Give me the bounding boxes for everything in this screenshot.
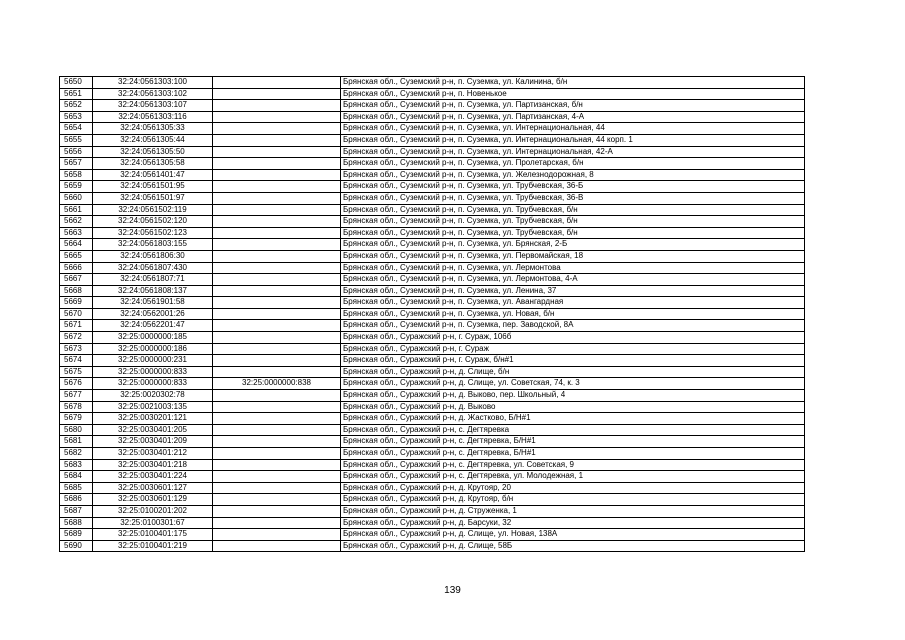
cadastral-number-cell: 32:24:0561305:58 (93, 158, 213, 170)
address-cell: Брянская обл., Суражский р-н, д. Выково, пер. Школьный, 4 (341, 390, 805, 402)
previous-number-cell (213, 390, 341, 402)
row-number-cell: 5680 (60, 424, 93, 436)
address-cell: Брянская обл., Суражский р-н, д. Крутояр, б/н (341, 494, 805, 506)
table-row (60, 482, 805, 494)
cadastral-number-cell: 32:25:0030401:224 (93, 471, 213, 483)
table-body (60, 77, 805, 552)
previous-number-cell: 32:25:0000000:838 (213, 378, 341, 390)
row-number-cell: 5682 (60, 448, 93, 460)
previous-number-cell (213, 227, 341, 239)
row-number-cell: 5688 (60, 517, 93, 529)
table-row (60, 332, 805, 344)
cadastral-number-cell: 32:24:0561807:430 (93, 262, 213, 274)
row-number-cell: 5663 (60, 227, 93, 239)
previous-number-cell (213, 123, 341, 135)
address-cell: Брянская обл., Суземский р-н, п. Суземка, ул. Интернациональная, 42-А (341, 146, 805, 158)
row-number-cell: 5652 (60, 100, 93, 112)
address-cell: Брянская обл., Суземский р-н, п. Суземка, ул. Пролетарская, б/н (341, 158, 805, 170)
previous-number-cell (213, 494, 341, 506)
cadastral-number-cell: 32:24:0561803:155 (93, 239, 213, 251)
row-number-cell: 5666 (60, 262, 93, 274)
cadastral-number-cell: 32:24:0561305:33 (93, 123, 213, 135)
row-number-cell: 5677 (60, 390, 93, 402)
table-row (60, 424, 805, 436)
row-number-cell: 5673 (60, 343, 93, 355)
row-number-cell: 5675 (60, 366, 93, 378)
address-cell: Брянская обл., Суземский р-н, п. Суземка, ул. Трубчевская, б/н (341, 216, 805, 228)
address-cell: Брянская обл., Суземский р-н, п. Суземка, ул. Трубчевская, 36-В (341, 192, 805, 204)
address-cell: Брянская обл., Суземский р-н, п. Суземка, ул. Новая, б/н (341, 308, 805, 320)
address-cell: Брянская обл., Суражский р-н, д. Струженка, 1 (341, 505, 805, 517)
table-row (60, 378, 805, 390)
previous-number-cell (213, 529, 341, 541)
previous-number-cell (213, 343, 341, 355)
row-number-cell: 5687 (60, 505, 93, 517)
previous-number-cell (213, 88, 341, 100)
cadastral-number-cell: 32:25:0000000:231 (93, 355, 213, 367)
table-row (60, 239, 805, 251)
cadastral-number-cell: 32:24:0561303:116 (93, 111, 213, 123)
address-cell: Брянская обл., Суземский р-н, п. Суземка, ул. Интернациональная, 44 корп. 1 (341, 134, 805, 146)
cadastral-number-cell: 32:24:0561401:47 (93, 169, 213, 181)
row-number-cell: 5650 (60, 77, 93, 89)
table-row (60, 390, 805, 402)
previous-number-cell (213, 146, 341, 158)
previous-number-cell (213, 401, 341, 413)
row-number-cell: 5674 (60, 355, 93, 367)
row-number-cell: 5685 (60, 482, 93, 494)
previous-number-cell (213, 239, 341, 251)
previous-number-cell (213, 250, 341, 262)
page-number: 139 (444, 585, 461, 596)
row-number-cell: 5664 (60, 239, 93, 251)
table-row (60, 459, 805, 471)
table-row (60, 517, 805, 529)
address-cell: Брянская обл., Суражский р-н, г. Сураж, 106б (341, 332, 805, 344)
address-cell: Брянская обл., Суражский р-н, с. Дегтяревка (341, 424, 805, 436)
row-number-cell: 5672 (60, 332, 93, 344)
table-row (60, 471, 805, 483)
table-row (60, 529, 805, 541)
table-row (60, 77, 805, 89)
address-cell: Брянская обл., Суземский р-н, п. Суземка, ул. Трубчевская, б/н (341, 227, 805, 239)
row-number-cell: 5662 (60, 216, 93, 228)
table-row (60, 355, 805, 367)
cadastral-number-cell: 32:25:0000000:833 (93, 366, 213, 378)
previous-number-cell (213, 540, 341, 552)
previous-number-cell (213, 181, 341, 193)
cadastral-number-cell: 32:24:0562001:26 (93, 308, 213, 320)
address-cell: Брянская обл., Суземский р-н, п. Суземка, ул. Лермонтова (341, 262, 805, 274)
address-cell: Брянская обл., Суземский р-н, п. Суземка, ул. Калинина, б/н (341, 77, 805, 89)
previous-number-cell (213, 204, 341, 216)
cadastral-number-cell: 32:25:0021003:135 (93, 401, 213, 413)
table-row (60, 262, 805, 274)
row-number-cell: 5654 (60, 123, 93, 135)
previous-number-cell (213, 192, 341, 204)
table-row (60, 366, 805, 378)
table-row (60, 413, 805, 425)
previous-number-cell (213, 169, 341, 181)
previous-number-cell (213, 158, 341, 170)
row-number-cell: 5667 (60, 274, 93, 286)
cadastral-number-cell: 32:25:0030401:209 (93, 436, 213, 448)
address-cell: Брянская обл., Суражский р-н, д. Барсуки, 32 (341, 517, 805, 529)
table-row (60, 505, 805, 517)
cadastral-number-cell: 32:24:0561806:30 (93, 250, 213, 262)
cadastral-number-cell: 32:25:0030601:127 (93, 482, 213, 494)
table-row (60, 146, 805, 158)
cadastral-number-cell: 32:24:0561305:50 (93, 146, 213, 158)
table-row (60, 320, 805, 332)
table-row (60, 274, 805, 286)
table-row (60, 169, 805, 181)
address-cell: Брянская обл., Суземский р-н, п. Суземка, ул. Первомайская, 18 (341, 250, 805, 262)
register-table (59, 76, 805, 552)
address-cell: Брянская обл., Суражский р-н, д. Жастково, Б/Н#1 (341, 413, 805, 425)
previous-number-cell (213, 274, 341, 286)
row-number-cell: 5670 (60, 308, 93, 320)
cadastral-number-cell: 32:24:0561502:123 (93, 227, 213, 239)
table-row (60, 285, 805, 297)
cadastral-number-cell: 32:24:0561502:119 (93, 204, 213, 216)
row-number-cell: 5684 (60, 471, 93, 483)
row-number-cell: 5655 (60, 134, 93, 146)
table-row (60, 192, 805, 204)
previous-number-cell (213, 471, 341, 483)
row-number-cell: 5653 (60, 111, 93, 123)
row-number-cell: 5669 (60, 297, 93, 309)
cadastral-number-cell: 32:25:0100401:219 (93, 540, 213, 552)
previous-number-cell (213, 482, 341, 494)
row-number-cell: 5681 (60, 436, 93, 448)
address-cell: Брянская обл., Суражский р-н, г. Сураж, б/н#1 (341, 355, 805, 367)
previous-number-cell (213, 448, 341, 460)
cadastral-number-cell: 32:24:0561303:100 (93, 77, 213, 89)
table-row (60, 448, 805, 460)
address-cell: Брянская обл., Суземский р-н, п. Суземка, ул. Брянская, 2-Б (341, 239, 805, 251)
row-number-cell: 5668 (60, 285, 93, 297)
table-row (60, 540, 805, 552)
previous-number-cell (213, 262, 341, 274)
address-cell: Брянская обл., Суражский р-н, д. Крутояр, 20 (341, 482, 805, 494)
previous-number-cell (213, 134, 341, 146)
previous-number-cell (213, 436, 341, 448)
address-cell: Брянская обл., Суземский р-н, п. Суземка, ул. Ленина, 37 (341, 285, 805, 297)
cadastral-number-cell: 32:25:0100401:175 (93, 529, 213, 541)
cadastral-number-cell: 32:24:0562201:47 (93, 320, 213, 332)
row-number-cell: 5678 (60, 401, 93, 413)
address-cell: Брянская обл., Суземский р-н, п. Суземка, ул. Авангардная (341, 297, 805, 309)
cadastral-number-cell: 32:24:0561303:107 (93, 100, 213, 112)
address-cell: Брянская обл., Суражский р-н, с. Дегтяревка, Б/Н#1 (341, 436, 805, 448)
row-number-cell: 5665 (60, 250, 93, 262)
row-number-cell: 5671 (60, 320, 93, 332)
row-number-cell: 5651 (60, 88, 93, 100)
previous-number-cell (213, 424, 341, 436)
address-cell: Брянская обл., Суземский р-н, п. Суземка, ул. Лермонтова, 4-А (341, 274, 805, 286)
table-row (60, 308, 805, 320)
row-number-cell: 5657 (60, 158, 93, 170)
previous-number-cell (213, 297, 341, 309)
address-cell: Брянская обл., Суражский р-н, г. Сураж (341, 343, 805, 355)
cadastral-number-cell: 32:24:0561501:95 (93, 181, 213, 193)
cadastral-number-cell: 32:24:0561808:137 (93, 285, 213, 297)
table-row (60, 436, 805, 448)
table-row (60, 494, 805, 506)
previous-number-cell (213, 308, 341, 320)
table-row (60, 227, 805, 239)
address-cell: Брянская обл., Суземский р-н, п. Суземка, пер. Заводской, 8А (341, 320, 805, 332)
table-row (60, 250, 805, 262)
previous-number-cell (213, 366, 341, 378)
cadastral-number-cell: 32:25:0100201:202 (93, 505, 213, 517)
address-cell: Брянская обл., Суземский р-н, п. Суземка, ул. Трубчевская, 36-Б (341, 181, 805, 193)
address-cell: Брянская обл., Суражский р-н, д. Слище, 58Б (341, 540, 805, 552)
previous-number-cell (213, 285, 341, 297)
table-row (60, 297, 805, 309)
row-number-cell: 5661 (60, 204, 93, 216)
address-cell: Брянская обл., Суземский р-н, п. Суземка, ул. Трубчевская, б/н (341, 204, 805, 216)
cadastral-number-cell: 32:25:0030601:129 (93, 494, 213, 506)
cadastral-number-cell: 32:24:0561502:120 (93, 216, 213, 228)
cadastral-number-cell: 32:25:0030401:218 (93, 459, 213, 471)
address-cell: Брянская обл., Суражский р-н, д. Слище, ул. Новая, 138А (341, 529, 805, 541)
previous-number-cell (213, 355, 341, 367)
previous-number-cell (213, 77, 341, 89)
address-cell: Брянская обл., Суражский р-н, с. Дегтяревка, ул. Советская, 9 (341, 459, 805, 471)
address-cell: Брянская обл., Суражский р-н, д. Слище, ул. Советская, 74, к. 3 (341, 378, 805, 390)
address-cell: Брянская обл., Суземский р-н, п. Суземка, ул. Железнодорожная, 8 (341, 169, 805, 181)
previous-number-cell (213, 100, 341, 112)
address-cell: Брянская обл., Суражский р-н, д. Выково (341, 401, 805, 413)
previous-number-cell (213, 320, 341, 332)
address-cell: Брянская обл., Суражский р-н, с. Дегтяревка, Б/Н#1 (341, 448, 805, 460)
address-cell: Брянская обл., Суземский р-н, п. Суземка, ул. Партизанская, 4-А (341, 111, 805, 123)
address-cell: Брянская обл., Суземский р-н, п. Суземка, ул. Партизанская, б/н (341, 100, 805, 112)
table-row (60, 100, 805, 112)
row-number-cell: 5676 (60, 378, 93, 390)
cadastral-number-cell: 32:25:0000000:833 (93, 378, 213, 390)
cadastral-number-cell: 32:25:0030201:121 (93, 413, 213, 425)
address-cell: Брянская обл., Суражский р-н, д. Слище, б/н (341, 366, 805, 378)
row-number-cell: 5660 (60, 192, 93, 204)
previous-number-cell (213, 413, 341, 425)
row-number-cell: 5659 (60, 181, 93, 193)
cadastral-number-cell: 32:25:0030401:205 (93, 424, 213, 436)
row-number-cell: 5690 (60, 540, 93, 552)
previous-number-cell (213, 216, 341, 228)
table-row (60, 181, 805, 193)
table-row (60, 401, 805, 413)
cadastral-number-cell: 32:25:0020302:78 (93, 390, 213, 402)
address-cell: Брянская обл., Суражский р-н, с. Дегтяревка, ул. Молодежная, 1 (341, 471, 805, 483)
cadastral-number-cell: 32:25:0030401:212 (93, 448, 213, 460)
row-number-cell: 5658 (60, 169, 93, 181)
cadastral-number-cell: 32:24:0561303:102 (93, 88, 213, 100)
table-row (60, 216, 805, 228)
table-row (60, 134, 805, 146)
previous-number-cell (213, 459, 341, 471)
previous-number-cell (213, 111, 341, 123)
table-row (60, 158, 805, 170)
table-row (60, 88, 805, 100)
previous-number-cell (213, 505, 341, 517)
cadastral-number-cell: 32:24:0561807:71 (93, 274, 213, 286)
cadastral-number-cell: 32:25:0000000:186 (93, 343, 213, 355)
table-row (60, 111, 805, 123)
row-number-cell: 5686 (60, 494, 93, 506)
row-number-cell: 5683 (60, 459, 93, 471)
table-row (60, 343, 805, 355)
row-number-cell: 5656 (60, 146, 93, 158)
row-number-cell: 5679 (60, 413, 93, 425)
address-cell: Брянская обл., Суземский р-н, п. Новенькое (341, 88, 805, 100)
table-row (60, 204, 805, 216)
cadastral-number-cell: 32:25:0000000:185 (93, 332, 213, 344)
address-cell: Брянская обл., Суземский р-н, п. Суземка, ул. Интернациональная, 44 (341, 123, 805, 135)
cadastral-number-cell: 32:24:0561305:44 (93, 134, 213, 146)
previous-number-cell (213, 517, 341, 529)
table-row (60, 123, 805, 135)
previous-number-cell (213, 332, 341, 344)
cadastral-number-cell: 32:24:0561501:97 (93, 192, 213, 204)
row-number-cell: 5689 (60, 529, 93, 541)
cadastral-number-cell: 32:25:0100301:67 (93, 517, 213, 529)
cadastral-number-cell: 32:24:0561901:58 (93, 297, 213, 309)
